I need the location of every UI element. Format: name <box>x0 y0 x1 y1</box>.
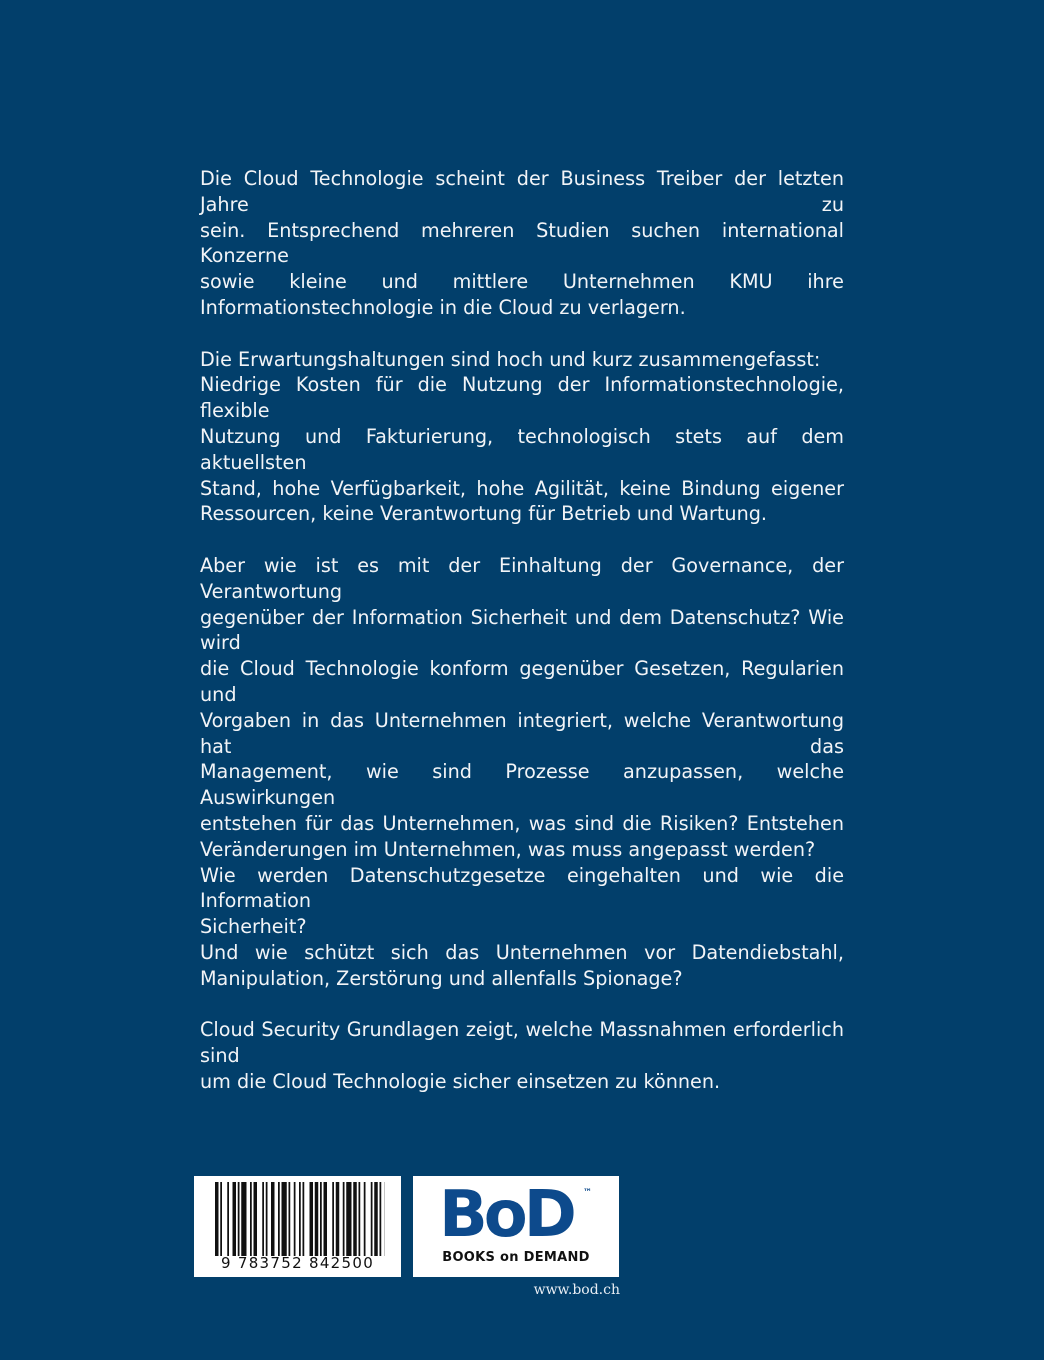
blurb-line: Ressourcen, keine Verantwortung für Betrieb und Wartung. <box>200 502 768 526</box>
blurb-line: gegenüber der Information Sicherheit und dem Datenschutz? Wie wird <box>200 605 844 655</box>
blurb-line: sowie kleine und mittlere Unternehmen KMU ihre <box>200 270 844 294</box>
barcode-bar <box>371 1182 373 1256</box>
barcode-bar <box>346 1182 351 1256</box>
barcode-bar <box>294 1182 296 1256</box>
barcode-bars <box>215 1182 385 1256</box>
blurb-line: Aber wie ist es mit der Einhaltung der Governance, der Verantwortung <box>200 553 844 603</box>
publisher-website: www.bod.ch <box>533 1282 620 1298</box>
barcode-digits: 9 783752 842500 <box>220 1254 375 1272</box>
barcode-bar <box>364 1182 366 1256</box>
barcode-bar <box>250 1182 252 1256</box>
isbn-barcode <box>194 1176 401 1277</box>
blurb-line: Die Cloud Technologie scheint der Business Treiber der letzten Jahre zu <box>200 167 844 216</box>
blurb-line: Wie werden Datenschutzgesetze eingehalten und wie die Information <box>200 863 844 913</box>
barcode-bar <box>233 1182 237 1256</box>
barcode-bar <box>353 1182 357 1256</box>
blurb-line: Nutzung und Fakturierung, technologisch stets auf dem aktuellsten <box>200 424 844 474</box>
barcode-bar <box>227 1182 229 1256</box>
trademark-symbol: ™ <box>583 1188 592 1198</box>
blurb-paragraph-4 <box>200 1017 844 1094</box>
barcode-bar <box>343 1182 345 1256</box>
blurb-paragraph-1 <box>200 166 844 321</box>
barcode-bar <box>282 1182 287 1256</box>
barcode-bar <box>324 1182 328 1256</box>
blurb-line: Informationstechnologie in die Cloud zu verlagern. <box>200 295 686 319</box>
blurb-line: Sicherheit? <box>200 915 307 939</box>
blurb-paragraph-3 <box>200 553 844 992</box>
barcode-bar <box>241 1182 246 1256</box>
barcode-bar <box>289 1182 291 1256</box>
barcode-bar <box>278 1182 280 1256</box>
barcode-bar <box>299 1182 301 1256</box>
blurb-line: Stand, hohe Verfügbarkeit, hohe Agilität, keine Bindung eigener <box>200 476 844 500</box>
blurb-line: Manipulation, Zerstörung und allenfalls Spionage? <box>200 966 683 990</box>
blurb-line: die Cloud Technologie konform gegenüber Gesetzen, Regularien und <box>200 657 844 706</box>
barcode-bar <box>315 1182 319 1256</box>
blurb-line: Niedrige Kosten für die Nutzung der Informationstechnologie, flexible <box>200 373 844 423</box>
barcode-bar <box>220 1182 222 1256</box>
barcode-bar <box>303 1182 305 1256</box>
barcode-bar <box>374 1182 378 1256</box>
barcode-bar <box>332 1182 334 1256</box>
barcode-bar <box>262 1182 264 1256</box>
blurb-line: Veränderungen im Unternehmen, was muss angepasst werden? <box>200 837 816 861</box>
blurb-line: entstehen für das Unternehmen, was sind die Risiken? Entstehen <box>200 811 844 835</box>
blurb-text <box>200 166 844 1120</box>
barcode-bar <box>310 1182 314 1256</box>
barcode-bar <box>380 1182 382 1256</box>
barcode-bar <box>336 1182 340 1256</box>
barcode-bar <box>271 1182 275 1256</box>
barcode-bar <box>359 1182 361 1256</box>
barcode-bar <box>254 1182 258 1256</box>
publisher-logo <box>413 1176 619 1277</box>
blurb-line: Management, wie sind Prozesse anzupassen, welche Auswirkungen <box>200 760 844 810</box>
blurb-paragraph-2 <box>200 347 844 528</box>
blurb-line: sein. Entsprechend mehreren Studien suchen international Konzerne <box>200 218 844 268</box>
bod-subtitle: BOOKS on DEMAND <box>442 1250 590 1265</box>
blurb-line: Vorgaben in das Unternehmen integriert, welche Verantwortung hat das <box>200 708 844 758</box>
bod-wordmark: BoD <box>439 1178 573 1252</box>
blurb-line: Und wie schützt sich das Unternehmen vor Datendiebstahl, <box>200 940 844 964</box>
barcode-bar <box>215 1182 219 1256</box>
blurb-line: Cloud Security Grundlagen zeigt, welche Massnahmen erforderlich sind <box>200 1018 844 1068</box>
blurb-line: Die Erwartungshaltungen sind hoch und kurz zusammengefasst: <box>200 347 821 371</box>
blurb-line: um die Cloud Technologie sicher einsetzen zu können. <box>200 1069 721 1093</box>
barcode-bar <box>266 1182 268 1256</box>
barcode-bar <box>320 1182 322 1256</box>
barcode-bar <box>238 1182 240 1256</box>
